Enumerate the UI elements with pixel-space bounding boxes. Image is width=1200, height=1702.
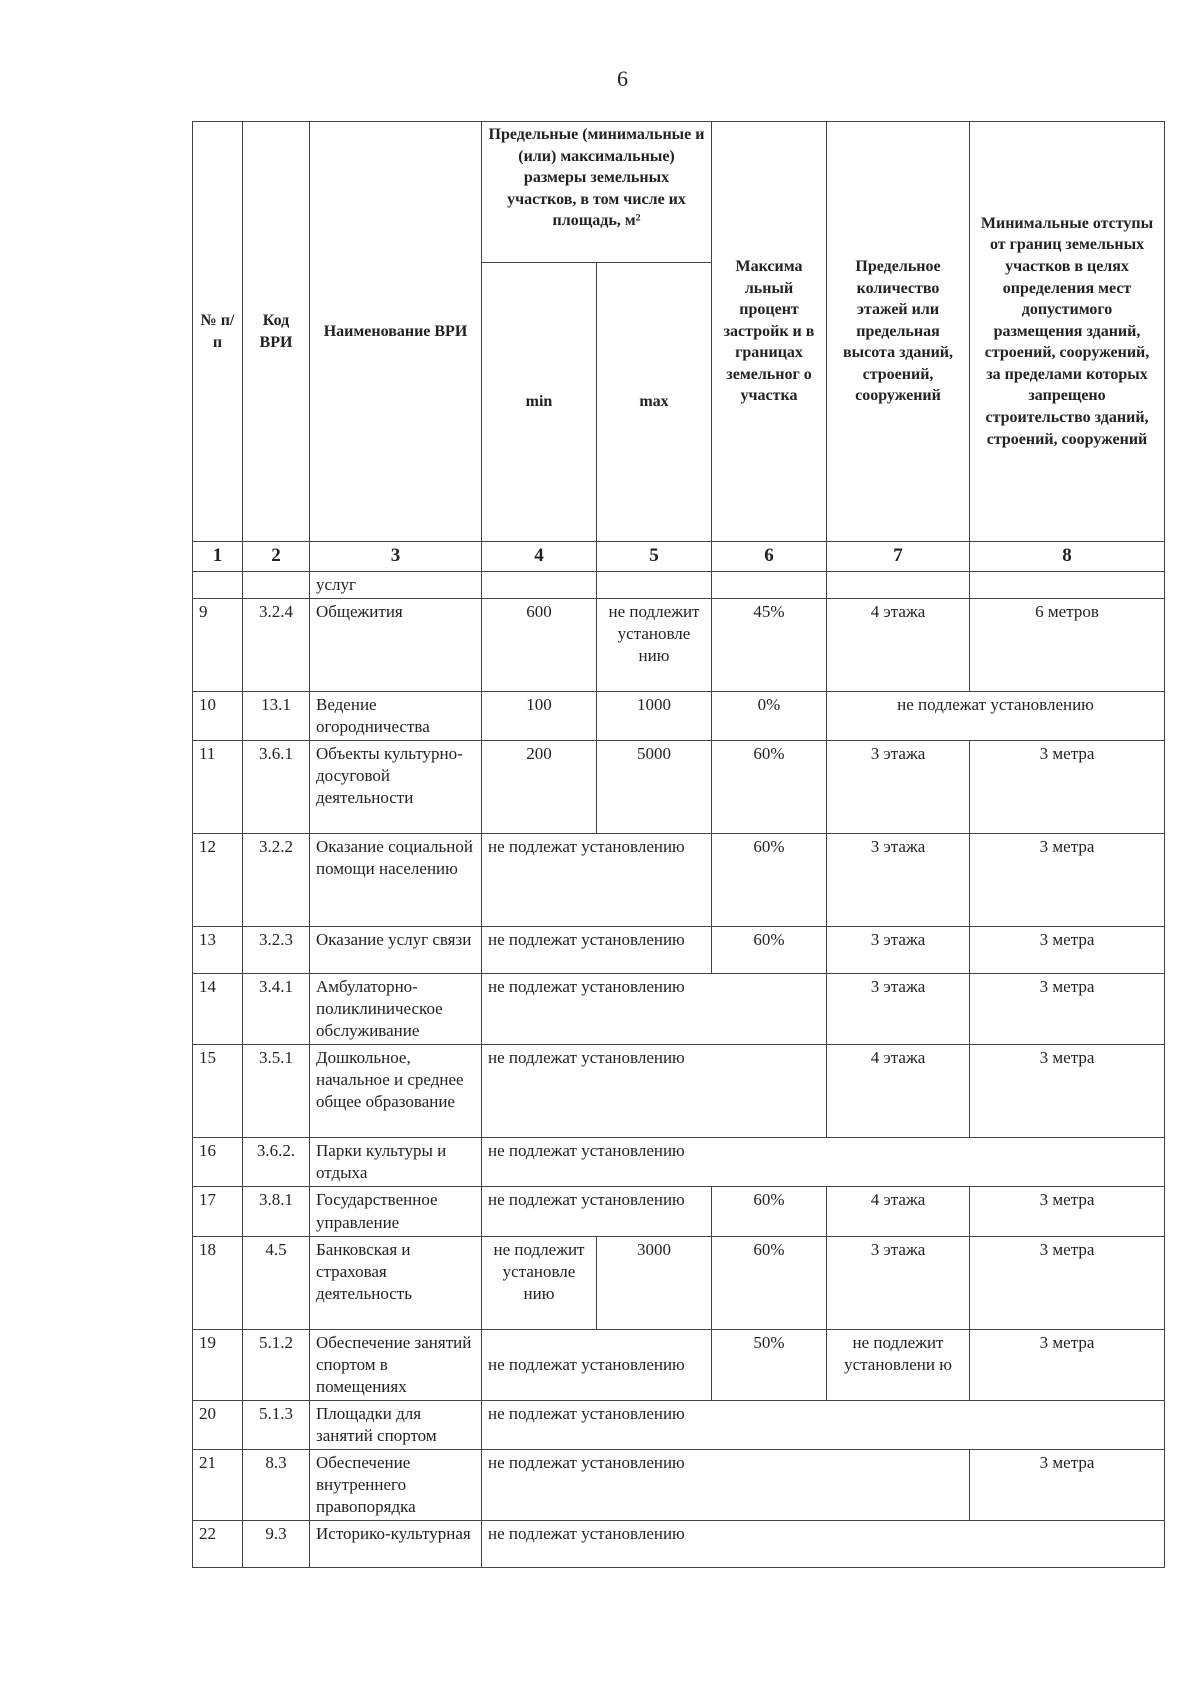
row-setback: 3 метра	[970, 1329, 1165, 1400]
row-merged-value: не подлежат установлению	[482, 1400, 1165, 1449]
row-name: Общежития	[310, 598, 482, 691]
row-floors: 4 этажа	[827, 1045, 970, 1138]
row-no: 16	[193, 1138, 243, 1187]
header-code: Код ВРИ	[243, 122, 310, 542]
row-setback: 3 метра	[970, 1187, 1165, 1236]
row-max: не подлежит установле нию	[597, 598, 712, 691]
row-percent: 0%	[712, 691, 827, 740]
row-name: Ведение огородничества	[310, 691, 482, 740]
header-setback: Минимальные отступы от границ земельных участков в целях определения мест допустимого размещения зданий, строений, сооружений, за пределами которых запрещено строительство зданий, строений, сооружений	[970, 122, 1165, 542]
row-name: Обеспечение внутреннего правопорядка	[310, 1450, 482, 1521]
row-minmax-value: не подлежат установлению	[482, 1329, 712, 1400]
row-no	[193, 571, 243, 598]
row-code: 3.8.1	[243, 1187, 310, 1236]
row-no: 18	[193, 1236, 243, 1329]
row-min: не подлежит установле нию	[482, 1236, 597, 1329]
table-row	[193, 973, 1165, 1044]
row-setback: 3 метра	[970, 1045, 1165, 1138]
row-name: Банковская и страховая деятельность	[310, 1236, 482, 1329]
header-floors: Предельное количество этажей или предельная высота зданий, строений, сооружений	[827, 122, 970, 542]
row-setback: 3 метра	[970, 1236, 1165, 1329]
row-no: 21	[193, 1450, 243, 1521]
row-name: Оказание услуг связи	[310, 926, 482, 973]
row-minmax-value: не подлежат установлению	[482, 833, 712, 926]
row-name: Парки культуры и отдыха	[310, 1138, 482, 1187]
table-row	[193, 926, 1165, 973]
row-floors: 3 этажа	[827, 973, 970, 1044]
row-no: 12	[193, 833, 243, 926]
row-code: 3.2.4	[243, 598, 310, 691]
row-percent: 60%	[712, 926, 827, 973]
col-number: 3	[310, 542, 482, 572]
row-floors: 3 этажа	[827, 926, 970, 973]
table-row	[193, 1521, 1165, 1568]
row-no: 9	[193, 598, 243, 691]
row-setback: 3 метра	[970, 833, 1165, 926]
col-number: 1	[193, 542, 243, 572]
row-code: 3.5.1	[243, 1045, 310, 1138]
row-max: 5000	[597, 740, 712, 833]
row-floors: 3 этажа	[827, 740, 970, 833]
row-name: Дошкольное, начальное и среднее общее образование	[310, 1045, 482, 1138]
table-row	[193, 598, 1165, 691]
row-floors: 4 этажа	[827, 1187, 970, 1236]
table-row	[193, 1400, 1165, 1449]
col-number: 7	[827, 542, 970, 572]
row-name: Объекты культурно-досуговой деятельности	[310, 740, 482, 833]
row-code: 3.4.1	[243, 973, 310, 1044]
row-no: 20	[193, 1400, 243, 1449]
row-code: 3.6.2.	[243, 1138, 310, 1187]
row-code: 5.1.2	[243, 1329, 310, 1400]
row-floors: 3 этажа	[827, 833, 970, 926]
row-minmax-value: не подлежат установлению	[482, 1187, 712, 1236]
row-merged-value: не подлежат установлению	[482, 1138, 1165, 1187]
row-min: 600	[482, 598, 597, 691]
row-floors: 4 этажа	[827, 598, 970, 691]
row-floors: 3 этажа	[827, 1236, 970, 1329]
row-no: 22	[193, 1521, 243, 1568]
table-row	[193, 833, 1165, 926]
page-number: 6	[617, 66, 628, 91]
table-row	[193, 1329, 1165, 1400]
row-percent: 45%	[712, 598, 827, 691]
row-no: 14	[193, 973, 243, 1044]
row-code: 4.5	[243, 1236, 310, 1329]
table-row	[193, 571, 1165, 598]
col-number: 2	[243, 542, 310, 572]
row-merged-value: не подлежат установлению	[482, 1450, 970, 1521]
row-max: 1000	[597, 691, 712, 740]
header-name: Наименование ВРИ	[310, 122, 482, 542]
row-percent: 60%	[712, 1187, 827, 1236]
row-percent: 60%	[712, 740, 827, 833]
col-number: 6	[712, 542, 827, 572]
row-name: Площадки для занятий спортом	[310, 1400, 482, 1449]
row-no: 11	[193, 740, 243, 833]
row-code: 3.6.1	[243, 740, 310, 833]
row-code: 3.2.2	[243, 833, 310, 926]
row-code: 5.1.3	[243, 1400, 310, 1449]
row-merged-value: не подлежат установлению	[482, 973, 827, 1044]
col-number: 8	[970, 542, 1165, 572]
row-name: Государственное управление	[310, 1187, 482, 1236]
row-code: 3.2.3	[243, 926, 310, 973]
row-code: 13.1	[243, 691, 310, 740]
row-name: Обеспечение занятий спортом в помещениях	[310, 1329, 482, 1400]
row-setback: 3 метра	[970, 740, 1165, 833]
row-setback: 3 метра	[970, 1450, 1165, 1521]
header-min: min	[482, 263, 597, 542]
row-floors: не подлежит установлени ю	[827, 1329, 970, 1400]
table-row	[193, 740, 1165, 833]
table-row	[193, 1187, 1165, 1236]
row-no: 13	[193, 926, 243, 973]
row-code	[243, 571, 310, 598]
row-percent: 60%	[712, 1236, 827, 1329]
row-percent: 60%	[712, 833, 827, 926]
header-max: max	[597, 263, 712, 542]
table-row	[193, 691, 1165, 740]
row-setback: 3 метра	[970, 926, 1165, 973]
row-no: 19	[193, 1329, 243, 1400]
table-row	[193, 1450, 1165, 1521]
row-no: 15	[193, 1045, 243, 1138]
row-min: 100	[482, 691, 597, 740]
header-sizes: Предельные (минимальные и (или) максимальные) размеры земельных участков, в том числе их площадь, м²	[482, 122, 712, 263]
row-max: 3000	[597, 1236, 712, 1329]
row-percent: 50%	[712, 1329, 827, 1400]
row-setback: 6 метров	[970, 598, 1165, 691]
row-merged-value: не подлежат установлению	[482, 1521, 1165, 1568]
header-percent: Максима льный процент застройк и в границах земельног о участка	[712, 122, 827, 542]
col-number: 5	[597, 542, 712, 572]
land-use-table	[192, 121, 1165, 1568]
row-setback: 3 метра	[970, 973, 1165, 1044]
row-name: Историко-культурная	[310, 1521, 482, 1568]
row-name: Оказание социальной помощи населению	[310, 833, 482, 926]
row-no: 17	[193, 1187, 243, 1236]
row-no: 10	[193, 691, 243, 740]
row-minmax-value: не подлежат установлению	[482, 926, 712, 973]
table-row	[193, 1138, 1165, 1187]
col-number: 4	[482, 542, 597, 572]
row-name: Амбулаторно-поликлиническое обслуживание	[310, 973, 482, 1044]
row-code: 9.3	[243, 1521, 310, 1568]
row-min: 200	[482, 740, 597, 833]
header-no: № п/п	[193, 122, 243, 542]
table-row	[193, 1045, 1165, 1138]
table-row	[193, 1236, 1165, 1329]
row-merged-value: не подлежат установлению	[827, 691, 1165, 740]
row-merged-value: не подлежат установлению	[482, 1045, 827, 1138]
row-name: услуг	[310, 571, 482, 598]
row-code: 8.3	[243, 1450, 310, 1521]
